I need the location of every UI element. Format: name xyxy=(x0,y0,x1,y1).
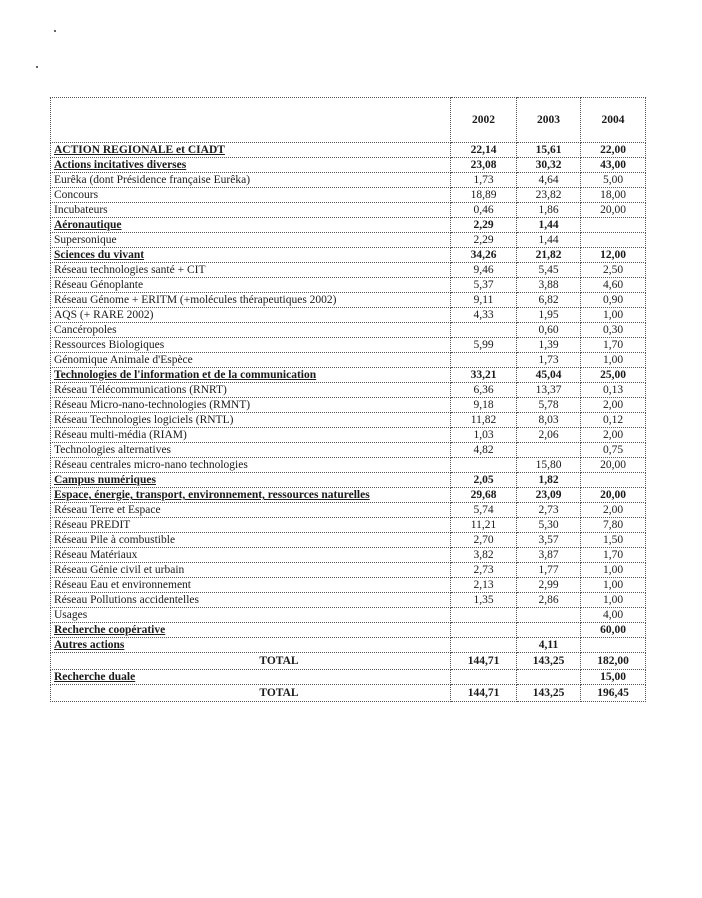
table-row xyxy=(51,518,646,533)
value-2003: 0,60 xyxy=(517,323,581,338)
value-2003: 45,04 xyxy=(517,368,581,383)
value-2002: 2,29 xyxy=(451,218,517,233)
table-row xyxy=(51,203,646,218)
value-2003: 3,88 xyxy=(517,278,581,293)
value-2002: 4,82 xyxy=(451,443,517,458)
value-2004: 20,00 xyxy=(581,488,646,503)
total-row xyxy=(51,653,646,670)
value-2004: 1,00 xyxy=(581,578,646,593)
row-label: Réseau PREDIT xyxy=(51,518,451,533)
value-2003: 2,73 xyxy=(517,503,581,518)
table-row xyxy=(51,548,646,563)
row-label: Technologies de l'information et de la communication xyxy=(51,368,451,383)
header-year-2003: 2003 xyxy=(517,98,581,143)
table-row xyxy=(51,293,646,308)
value-2003: 21,82 xyxy=(517,248,581,263)
value-2004: 2,00 xyxy=(581,428,646,443)
value-2004: 4,60 xyxy=(581,278,646,293)
table-row xyxy=(51,233,646,248)
section-row xyxy=(51,248,646,263)
table-row xyxy=(51,353,646,368)
table-row xyxy=(51,278,646,293)
value-2004: 4,00 xyxy=(581,608,646,623)
row-label: Réseau Génome + ERITM (+molécules thérapeutiques 2002) xyxy=(51,293,451,308)
row-label: Réseau technologies santé + CIT xyxy=(51,263,451,278)
value-2002: 5,74 xyxy=(451,503,517,518)
table-row xyxy=(51,323,646,338)
row-label: AQS (+ RARE 2002) xyxy=(51,308,451,323)
table-row xyxy=(51,578,646,593)
row-label: Génomique Animale d'Espèce xyxy=(51,353,451,368)
budget-table xyxy=(50,97,646,702)
row-label: Recherche coopérative xyxy=(51,623,451,638)
value-2003: 2,99 xyxy=(517,578,581,593)
value-2004: 1,70 xyxy=(581,338,646,353)
value-2003: 1,95 xyxy=(517,308,581,323)
value-2004: 182,00 xyxy=(581,653,646,670)
value-2004: 196,45 xyxy=(581,685,646,702)
value-2002: 33,21 xyxy=(451,368,517,383)
value-2003: 5,78 xyxy=(517,398,581,413)
value-2002: 29,68 xyxy=(451,488,517,503)
value-2002: 144,71 xyxy=(451,653,517,670)
section-row xyxy=(51,368,646,383)
table-row xyxy=(51,398,646,413)
value-2003: 5,45 xyxy=(517,263,581,278)
value-2003: 30,32 xyxy=(517,158,581,173)
section-row xyxy=(51,218,646,233)
value-2002: 11,82 xyxy=(451,413,517,428)
value-2002: 144,71 xyxy=(451,685,517,702)
value-2002: 0,46 xyxy=(451,203,517,218)
row-label: Réseau Micro-nano-technologies (RMNT) xyxy=(51,398,451,413)
value-2002: 9,18 xyxy=(451,398,517,413)
row-label: Autres actions xyxy=(51,638,451,653)
table-row xyxy=(51,428,646,443)
table-row xyxy=(51,458,646,473)
row-label: TOTAL xyxy=(51,685,451,702)
value-2003: 143,25 xyxy=(517,685,581,702)
value-2003: 1,86 xyxy=(517,203,581,218)
table-row xyxy=(51,503,646,518)
value-2002: 34,26 xyxy=(451,248,517,263)
value-2003: 3,87 xyxy=(517,548,581,563)
row-label: Actions incitatives diverses xyxy=(51,158,451,173)
value-2003: 2,06 xyxy=(517,428,581,443)
row-label: Technologies alternatives xyxy=(51,443,451,458)
value-2004: 1,00 xyxy=(581,308,646,323)
table-row xyxy=(51,188,646,203)
table-row xyxy=(51,608,646,623)
section-row xyxy=(51,143,646,158)
table-row xyxy=(51,593,646,608)
table-row xyxy=(51,263,646,278)
value-2004: 0,75 xyxy=(581,443,646,458)
value-2002 xyxy=(451,353,517,368)
row-label: Réseau Génoplante xyxy=(51,278,451,293)
row-label: Réseau multi-média (RIAM) xyxy=(51,428,451,443)
value-2002 xyxy=(451,608,517,623)
value-2004: 1,00 xyxy=(581,353,646,368)
value-2003: 1,39 xyxy=(517,338,581,353)
value-2004: 1,00 xyxy=(581,563,646,578)
value-2003: 1,82 xyxy=(517,473,581,488)
row-label: Ressources Biologiques xyxy=(51,338,451,353)
value-2003: 3,57 xyxy=(517,533,581,548)
value-2003: 1,44 xyxy=(517,233,581,248)
value-2004: 2,00 xyxy=(581,398,646,413)
row-label: Réseau Eau et environnement xyxy=(51,578,451,593)
section-row xyxy=(51,488,646,503)
row-label: Réseau Génie civil et urbain xyxy=(51,563,451,578)
value-2004: 43,00 xyxy=(581,158,646,173)
value-2003: 1,73 xyxy=(517,353,581,368)
value-2002: 4,33 xyxy=(451,308,517,323)
value-2002: 2,13 xyxy=(451,578,517,593)
row-label: Usages xyxy=(51,608,451,623)
table-row xyxy=(51,308,646,323)
value-2003: 2,86 xyxy=(517,593,581,608)
value-2004 xyxy=(581,638,646,653)
row-label: Réseau centrales micro-nano technologies xyxy=(51,458,451,473)
value-2002: 1,35 xyxy=(451,593,517,608)
table-row xyxy=(51,173,646,188)
row-label: Espace, énergie, transport, environnement, ressources naturelles xyxy=(51,488,451,503)
value-2003: 23,82 xyxy=(517,188,581,203)
row-label: Concours xyxy=(51,188,451,203)
value-2002: 9,46 xyxy=(451,263,517,278)
header-label-cell xyxy=(51,98,451,143)
value-2004: 60,00 xyxy=(581,623,646,638)
value-2003: 4,64 xyxy=(517,173,581,188)
value-2004: 0,12 xyxy=(581,413,646,428)
section-row xyxy=(51,473,646,488)
value-2002 xyxy=(451,623,517,638)
value-2004: 0,90 xyxy=(581,293,646,308)
value-2004: 18,00 xyxy=(581,188,646,203)
row-label: Cancéropoles xyxy=(51,323,451,338)
value-2004 xyxy=(581,218,646,233)
value-2002: 2,05 xyxy=(451,473,517,488)
value-2002: 11,21 xyxy=(451,518,517,533)
section-row xyxy=(51,158,646,173)
value-2003: 13,37 xyxy=(517,383,581,398)
table-row xyxy=(51,413,646,428)
row-label: Réseau Terre et Espace xyxy=(51,503,451,518)
value-2003 xyxy=(517,623,581,638)
value-2003: 15,80 xyxy=(517,458,581,473)
value-2003 xyxy=(517,443,581,458)
row-label: Campus numériques xyxy=(51,473,451,488)
value-2004: 12,00 xyxy=(581,248,646,263)
value-2004: 2,50 xyxy=(581,263,646,278)
header-year-2004: 2004 xyxy=(581,98,646,143)
value-2002: 1,03 xyxy=(451,428,517,443)
header-row xyxy=(51,98,646,143)
value-2004 xyxy=(581,233,646,248)
value-2003: 6,82 xyxy=(517,293,581,308)
row-label: Réseau Pollutions accidentelles xyxy=(51,593,451,608)
scan-speck xyxy=(36,66,38,68)
value-2003: 23,09 xyxy=(517,488,581,503)
value-2002: 5,37 xyxy=(451,278,517,293)
table-row xyxy=(51,533,646,548)
value-2004 xyxy=(581,473,646,488)
budget-table-body xyxy=(51,98,646,702)
value-2004: 5,00 xyxy=(581,173,646,188)
row-label: ACTION REGIONALE et CIADT xyxy=(51,143,451,158)
value-2002: 5,99 xyxy=(451,338,517,353)
value-2002: 22,14 xyxy=(451,143,517,158)
value-2004: 22,00 xyxy=(581,143,646,158)
value-2004: 1,50 xyxy=(581,533,646,548)
value-2002: 2,70 xyxy=(451,533,517,548)
row-label: Recherche duale xyxy=(51,670,451,685)
value-2004: 15,00 xyxy=(581,670,646,685)
table-row xyxy=(51,338,646,353)
value-2002 xyxy=(451,670,517,685)
row-label: Réseau Technologies logiciels (RNTL) xyxy=(51,413,451,428)
value-2003: 15,61 xyxy=(517,143,581,158)
table-row xyxy=(51,563,646,578)
section-row xyxy=(51,670,646,685)
value-2004: 1,00 xyxy=(581,593,646,608)
value-2003: 143,25 xyxy=(517,653,581,670)
value-2002: 6,36 xyxy=(451,383,517,398)
row-label: Réseau Pile à combustible xyxy=(51,533,451,548)
value-2004: 0,30 xyxy=(581,323,646,338)
value-2003 xyxy=(517,670,581,685)
value-2003: 8,03 xyxy=(517,413,581,428)
value-2004: 2,00 xyxy=(581,503,646,518)
value-2002: 2,73 xyxy=(451,563,517,578)
value-2003: 4,11 xyxy=(517,638,581,653)
value-2004: 20,00 xyxy=(581,203,646,218)
value-2002 xyxy=(451,458,517,473)
row-label: Sciences du vivant xyxy=(51,248,451,263)
table-row xyxy=(51,383,646,398)
row-label: TOTAL xyxy=(51,653,451,670)
value-2004: 20,00 xyxy=(581,458,646,473)
value-2003: 5,30 xyxy=(517,518,581,533)
value-2003: 1,44 xyxy=(517,218,581,233)
value-2002: 18,89 xyxy=(451,188,517,203)
value-2002: 9,11 xyxy=(451,293,517,308)
section-row xyxy=(51,623,646,638)
value-2003 xyxy=(517,608,581,623)
value-2002: 23,08 xyxy=(451,158,517,173)
scan-speck xyxy=(54,30,56,32)
row-label: Aéronautique xyxy=(51,218,451,233)
header-year-2002: 2002 xyxy=(451,98,517,143)
value-2004: 1,70 xyxy=(581,548,646,563)
value-2002: 3,82 xyxy=(451,548,517,563)
row-label: Supersonique xyxy=(51,233,451,248)
row-label: Réseau Télécommunications (RNRT) xyxy=(51,383,451,398)
value-2002 xyxy=(451,323,517,338)
value-2003: 1,77 xyxy=(517,563,581,578)
value-2004: 7,80 xyxy=(581,518,646,533)
row-label: Réseau Matériaux xyxy=(51,548,451,563)
value-2004: 0,13 xyxy=(581,383,646,398)
total-row xyxy=(51,685,646,702)
row-label: Eurêka (dont Présidence française Eurêka) xyxy=(51,173,451,188)
value-2002: 1,73 xyxy=(451,173,517,188)
value-2002: 2,29 xyxy=(451,233,517,248)
section-row xyxy=(51,638,646,653)
value-2002 xyxy=(451,638,517,653)
row-label: Incubateurs xyxy=(51,203,451,218)
table-row xyxy=(51,443,646,458)
value-2004: 25,00 xyxy=(581,368,646,383)
